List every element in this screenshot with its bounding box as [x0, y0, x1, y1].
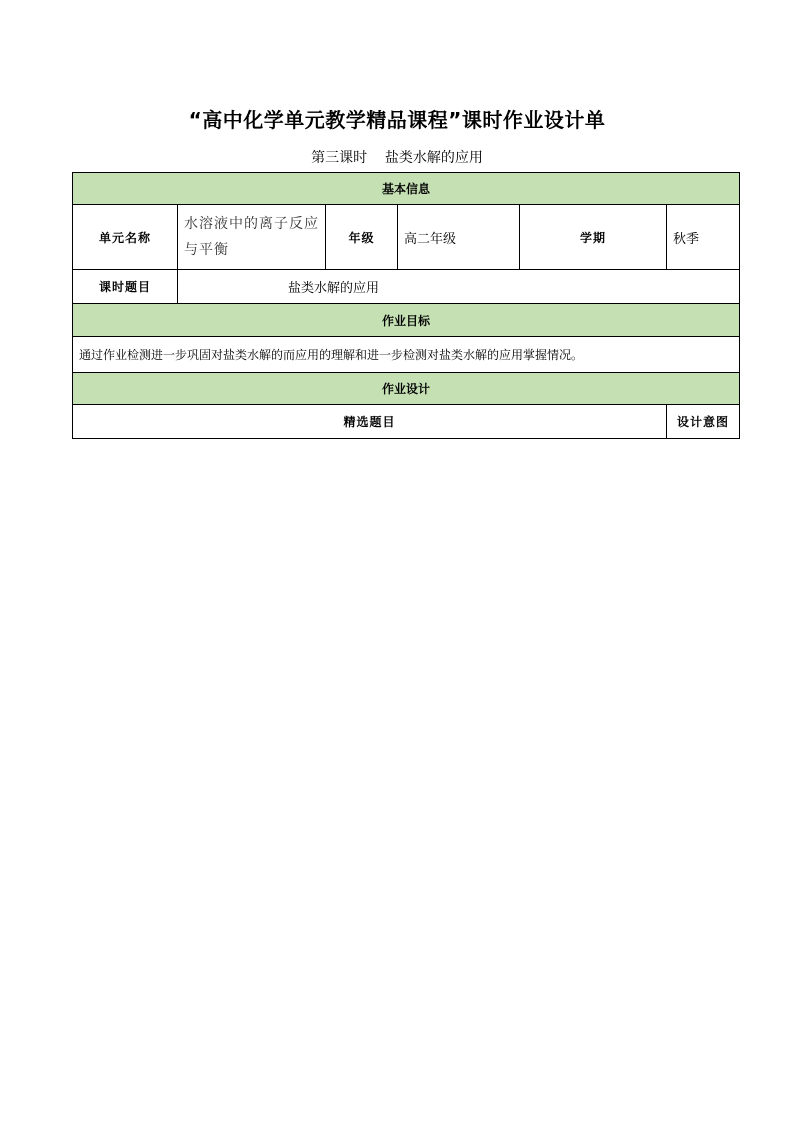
homework-goal-text: 通过作业检测进一步巩固对盐类水解的而应用的理解和进一步检测对盐类水解的应用掌握情况。 — [73, 337, 740, 373]
section-basic-info: 基本信息 — [73, 173, 740, 205]
section-homework-goal: 作业目标 — [73, 304, 740, 337]
section-homework-design: 作业设计 — [73, 373, 740, 405]
lesson-topic-value: 盐类水解的应用 — [288, 281, 380, 296]
lesson-topic-label: 课时题目 — [73, 270, 178, 304]
homework-design-table — [72, 172, 740, 439]
term-label: 学期 — [520, 205, 667, 270]
unit-name-label: 单元名称 — [73, 205, 178, 270]
term-value: 秋季 — [667, 205, 740, 270]
design-intent-header: 设计意图 — [667, 405, 740, 439]
unit-name-value: 水溶液中的离子反应与平衡 — [178, 205, 326, 270]
lesson-topic-cell — [178, 270, 740, 304]
grade-label: 年级 — [326, 205, 398, 270]
grade-value: 高二年级 — [398, 205, 520, 270]
lesson-subtitle: 第三课时 盐类水解的应用 — [311, 150, 483, 166]
page-title: “高中化学单元教学精品课程”课时作业设计单 — [188, 108, 606, 132]
selected-questions-header: 精选题目 — [73, 405, 667, 439]
